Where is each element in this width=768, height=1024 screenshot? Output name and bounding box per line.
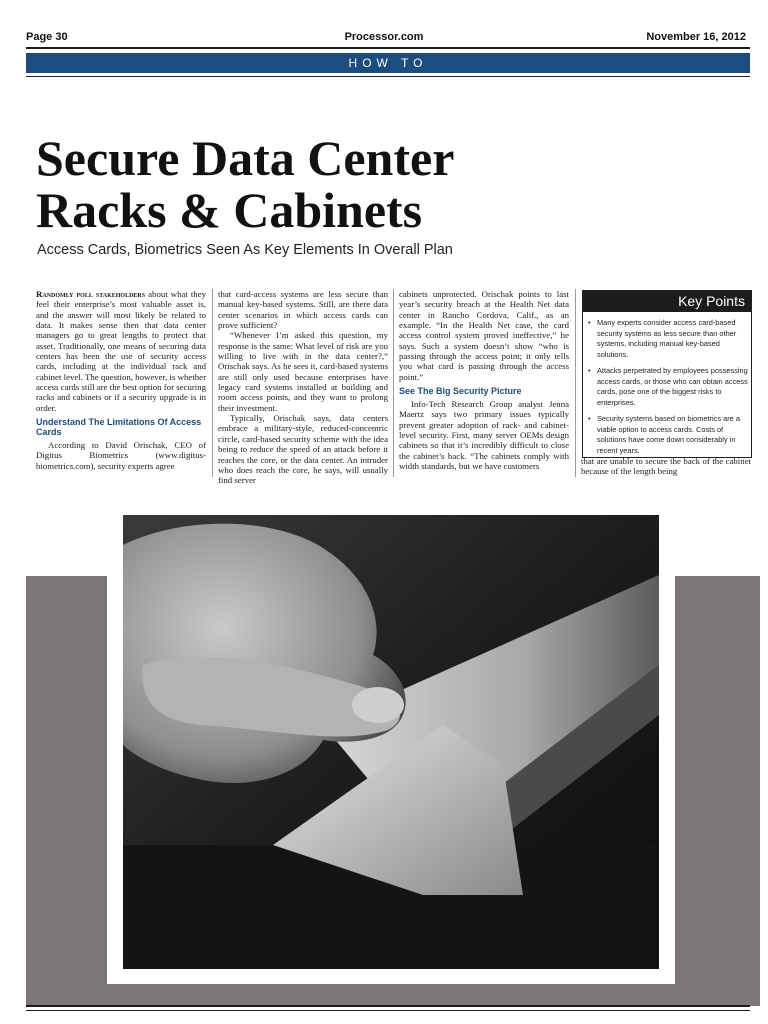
article-subtitle: Access Cards, Biometrics Seen As Key Elements In Overall Plan [37,242,453,258]
footer-rule-thin [26,1010,750,1011]
bullet-icon: • [588,318,591,327]
paragraph: Typically, Orischak says, data centers embrace a military-style, reduced-concentric circle, card-based security scheme with the idea being to reduce the speed of an attack before it reaches the core, or the data center. An intruder who does reach the core, he says, will usually find server [218,413,388,486]
key-points-list [583,318,751,456]
header-rule-top [26,47,750,49]
paragraph: that card-access systems are less secure than manual key-based systems. Still, are there data center scenarios in which access cards can prove sufficient? [218,289,388,331]
site-name: Processor.com [344,31,424,43]
subheading: See The Big Security Picture [399,386,522,397]
list-item [588,414,751,456]
paragraph: cabinets unprotected. Orischak points to last year’s security breach at the Health Net data center in Rancho Cordova, Calif., as an example. “In the Health Net case, the card access control system proved ineffective,” he says. Such a system doesn’t show “who is passing through the access point; it only tells you what card is passing through the access point.” [399,289,569,382]
paragraph: According to David Orischak, CEO of Digitus Biometrics (www.digitus-biometrics.com), security experts agree [36,440,206,471]
article-column-4 [581,456,751,477]
paragraph-text: about what they feel their enterprise’s most valuable asset is, and the answer will most likely be related to data. It makes sense then that data center managers go to great lengths to protect that asset. Traditionally, one means of securing data centers has been the use of security access cards, including at the individual rack and cabinet level. The question, however, is whether access cards still are the best option for securing racks and cabinets or if a security upgrade is in order. [36,289,207,413]
list-item [588,366,751,408]
column-divider [393,289,394,477]
paragraph [36,289,206,413]
subheading: Understand The Limitations Of Access Cards [36,417,202,438]
column-divider [212,289,213,477]
bullet-icon: • [588,366,591,375]
lead-in: Randomly poll stakeholders [36,289,146,299]
list-item-text: Many experts consider access card-based security systems as less secure than other systems, including manual key-based solutions. [597,318,737,359]
article-column-3 [399,289,569,472]
bullet-icon: • [588,414,591,423]
paragraph: “Whenever I’m asked this question, my response is the same: What level of risk are you willing to live with in the data center?,” Orischak says. As he sees it, card-based systems are still only used because enterprises have legacy card systems installed at building and room access points, and they want to prolong their investment. [218,330,388,413]
title-line-1: Secure Data Center [36,130,455,186]
access-card-photo [123,515,659,969]
footer-rule-thick [26,1005,750,1007]
header-rule-bottom [26,76,750,77]
key-points-box [582,290,752,458]
hand-card-illustration [123,515,659,969]
article-title [36,132,636,236]
article-column-1 [36,289,206,471]
column-divider [575,289,576,477]
issue-date: November 16, 2012 [646,31,746,43]
title-line-2: Racks & Cabinets [36,182,423,238]
key-points-title: Key Points [583,291,751,312]
section-band: HOW TO [26,53,750,73]
list-item-text: Security systems based on biometrics are a viable option to access cards. Costs of solutions have come down considerably in recent years. [597,414,740,455]
list-item [588,318,751,360]
paragraph: Info-Tech Research Group analyst Jenna Maertz says two primary issues typically prevent greater adoption of rack- and cabinet-level security. First, many server OEMs design cabinets so that it’s incredibly difficult to close the cabinet’s back. “The cabinets comply with width standards, but we have customers [399,399,569,472]
article-column-2 [218,289,388,486]
page-number: Page 30 [26,31,68,43]
list-item-text: Attacks perpetrated by employees possessing access cards, or those who can obtain access cards, pose one of the biggest risks to enterprises. [597,366,748,407]
paragraph: that are unable to secure the back of the cabinet because of the length being [581,456,751,477]
